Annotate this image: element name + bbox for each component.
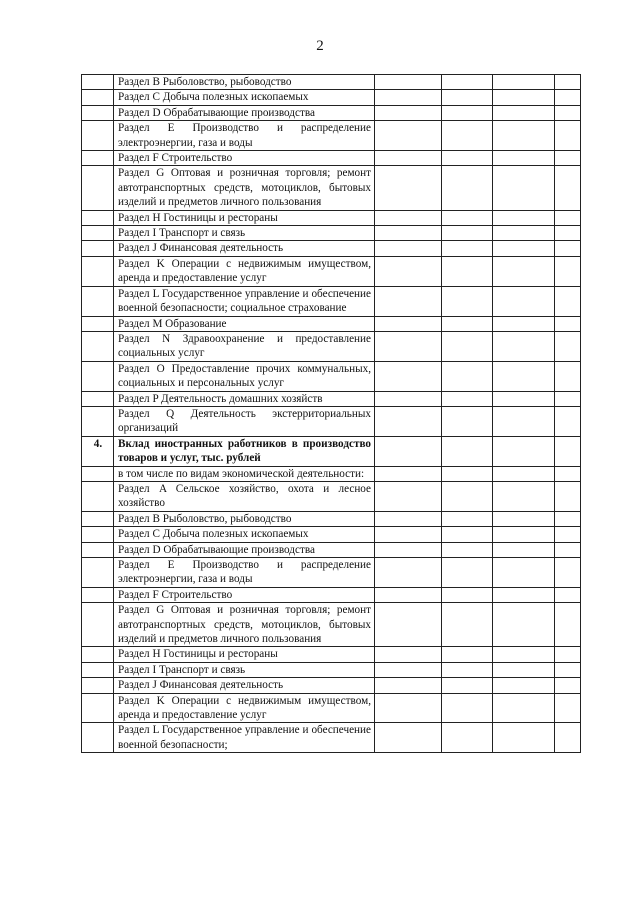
value-cell-4[interactable] (555, 210, 581, 225)
value-cell-1[interactable] (375, 527, 442, 542)
table-row (82, 558, 581, 588)
value-cell-4[interactable] (555, 466, 581, 481)
value-cell-1[interactable] (375, 226, 442, 241)
row-number (82, 90, 114, 105)
table-row (82, 331, 581, 361)
value-cell-3[interactable] (493, 603, 555, 647)
value-cell-3[interactable] (493, 466, 555, 481)
row-number (82, 406, 114, 436)
value-cell-4[interactable] (555, 256, 581, 286)
value-cell-4[interactable] (555, 166, 581, 210)
value-cell-2[interactable] (442, 391, 493, 406)
value-cell-1[interactable] (375, 647, 442, 662)
indicator-description: Вклад иностранных работников в производство товаров и услуг, тыс. рублей (114, 436, 375, 466)
page-number: 2 (316, 38, 324, 54)
value-cell-2[interactable] (442, 210, 493, 225)
row-number (82, 75, 114, 90)
table-row (82, 210, 581, 225)
table-row (82, 151, 581, 166)
row-number (82, 603, 114, 647)
value-cell-2[interactable] (442, 723, 493, 753)
value-cell-4[interactable] (555, 678, 581, 693)
table-row (82, 361, 581, 391)
value-cell-4[interactable] (555, 662, 581, 677)
table-row (82, 678, 581, 693)
indicator-description: Раздел O Предоставление прочих коммунальных, социальных и персональных услуг (114, 361, 375, 391)
value-cell-2[interactable] (442, 603, 493, 647)
value-cell-3[interactable] (493, 226, 555, 241)
value-cell-1[interactable] (375, 481, 442, 511)
indicator-description: Раздел J Финансовая деятельность (114, 678, 375, 693)
indicator-description: Раздел E Производство и распределение электроэнергии, газа и воды (114, 121, 375, 151)
row-number (82, 210, 114, 225)
value-cell-1[interactable] (375, 90, 442, 105)
value-cell-4[interactable] (555, 436, 581, 466)
row-number (82, 678, 114, 693)
value-cell-4[interactable] (555, 587, 581, 602)
row-number (82, 391, 114, 406)
value-cell-1[interactable] (375, 511, 442, 526)
value-cell-1[interactable] (375, 210, 442, 225)
value-cell-3[interactable] (493, 558, 555, 588)
value-cell-3[interactable] (493, 121, 555, 151)
row-number (82, 256, 114, 286)
value-cell-4[interactable] (555, 151, 581, 166)
table-row (82, 693, 581, 723)
row-number (82, 241, 114, 256)
table-row (82, 241, 581, 256)
row-number (82, 166, 114, 210)
table-row (82, 105, 581, 120)
value-cell-3[interactable] (493, 511, 555, 526)
row-number (82, 481, 114, 511)
value-cell-2[interactable] (442, 481, 493, 511)
value-cell-2[interactable] (442, 527, 493, 542)
value-cell-2[interactable] (442, 241, 493, 256)
table-row (82, 286, 581, 316)
value-cell-1[interactable] (375, 151, 442, 166)
value-cell-1[interactable] (375, 316, 442, 331)
table-row (82, 527, 581, 542)
table-row (82, 121, 581, 151)
row-number (82, 662, 114, 677)
value-cell-2[interactable] (442, 166, 493, 210)
value-cell-4[interactable] (555, 105, 581, 120)
indicator-description: Раздел I Транспорт и связь (114, 226, 375, 241)
row-number (82, 466, 114, 481)
indicator-description: Раздел D Обрабатывающие производства (114, 105, 375, 120)
value-cell-2[interactable] (442, 90, 493, 105)
indicator-description: Раздел A Сельское хозяйство, охота и лесное хозяйство (114, 481, 375, 511)
value-cell-4[interactable] (555, 331, 581, 361)
value-cell-3[interactable] (493, 436, 555, 466)
value-cell-3[interactable] (493, 662, 555, 677)
table-row (82, 542, 581, 557)
value-cell-3[interactable] (493, 647, 555, 662)
row-number: 4. (82, 436, 114, 466)
indicator-table (81, 74, 581, 753)
indicator-description: Раздел Q Деятельность экстерриториальных организаций (114, 406, 375, 436)
value-cell-2[interactable] (442, 226, 493, 241)
value-cell-2[interactable] (442, 121, 493, 151)
value-cell-1[interactable] (375, 391, 442, 406)
table-row (82, 647, 581, 662)
value-cell-2[interactable] (442, 75, 493, 90)
row-number (82, 286, 114, 316)
value-cell-2[interactable] (442, 316, 493, 331)
value-cell-1[interactable] (375, 603, 442, 647)
value-cell-3[interactable] (493, 481, 555, 511)
row-number (82, 693, 114, 723)
indicator-description: Раздел I Транспорт и связь (114, 662, 375, 677)
value-cell-4[interactable] (555, 558, 581, 588)
value-cell-1[interactable] (375, 662, 442, 677)
table-row (82, 256, 581, 286)
indicator-description: Раздел K Операции с недвижимым имуществом, аренда и предоставление услуг (114, 693, 375, 723)
value-cell-4[interactable] (555, 90, 581, 105)
value-cell-1[interactable] (375, 542, 442, 557)
table-row (82, 723, 581, 753)
value-cell-2[interactable] (442, 558, 493, 588)
indicator-description: Раздел D Обрабатывающие производства (114, 542, 375, 557)
indicator-description: Раздел J Финансовая деятельность (114, 241, 375, 256)
value-cell-4[interactable] (555, 361, 581, 391)
row-number (82, 105, 114, 120)
indicator-description: Раздел C Добыча полезных ископаемых (114, 527, 375, 542)
row-number (82, 151, 114, 166)
value-cell-4[interactable] (555, 511, 581, 526)
row-number (82, 331, 114, 361)
value-cell-1[interactable] (375, 286, 442, 316)
value-cell-1[interactable] (375, 75, 442, 90)
row-number (82, 511, 114, 526)
table-row (82, 587, 581, 602)
value-cell-4[interactable] (555, 481, 581, 511)
value-cell-4[interactable] (555, 406, 581, 436)
value-cell-3[interactable] (493, 406, 555, 436)
row-number (82, 587, 114, 602)
value-cell-3[interactable] (493, 587, 555, 602)
table-row (82, 662, 581, 677)
row-number (82, 647, 114, 662)
value-cell-4[interactable] (555, 75, 581, 90)
value-cell-3[interactable] (493, 693, 555, 723)
table-row (82, 75, 581, 90)
value-cell-3[interactable] (493, 166, 555, 210)
indicator-description: Раздел B Рыболовство, рыбоводство (114, 511, 375, 526)
value-cell-3[interactable] (493, 527, 555, 542)
value-cell-2[interactable] (442, 511, 493, 526)
value-cell-2[interactable] (442, 436, 493, 466)
value-cell-1[interactable] (375, 723, 442, 753)
value-cell-2[interactable] (442, 286, 493, 316)
value-cell-2[interactable] (442, 105, 493, 120)
row-number (82, 316, 114, 331)
value-cell-1[interactable] (375, 105, 442, 120)
value-cell-1[interactable] (375, 256, 442, 286)
table-row (82, 481, 581, 511)
table-row (82, 603, 581, 647)
value-cell-3[interactable] (493, 678, 555, 693)
table-row (82, 406, 581, 436)
value-cell-1[interactable] (375, 693, 442, 723)
value-cell-4[interactable] (555, 226, 581, 241)
value-cell-1[interactable] (375, 587, 442, 602)
indicator-description: Раздел L Государственное управление и обеспечение военной безопасности; (114, 723, 375, 753)
indicator-description: Раздел M Образование (114, 316, 375, 331)
value-cell-1[interactable] (375, 241, 442, 256)
value-cell-2[interactable] (442, 466, 493, 481)
indicator-description: Раздел F Строительство (114, 587, 375, 602)
value-cell-1[interactable] (375, 361, 442, 391)
value-cell-3[interactable] (493, 542, 555, 557)
indicator-description: Раздел G Оптовая и розничная торговля; ремонт автотранспортных средств, мотоциклов, бытовых изделий и предметов личного пользования (114, 603, 375, 647)
table-row (82, 90, 581, 105)
value-cell-3[interactable] (493, 151, 555, 166)
value-cell-2[interactable] (442, 256, 493, 286)
row-number (82, 558, 114, 588)
value-cell-3[interactable] (493, 241, 555, 256)
indicator-description: Раздел N Здравоохранение и предоставление социальных услуг (114, 331, 375, 361)
table-row (82, 316, 581, 331)
row-number (82, 361, 114, 391)
table-row (82, 511, 581, 526)
value-cell-3[interactable] (493, 316, 555, 331)
value-cell-1[interactable] (375, 121, 442, 151)
row-number (82, 723, 114, 753)
row-number (82, 121, 114, 151)
value-cell-2[interactable] (442, 151, 493, 166)
table-row (82, 391, 581, 406)
value-cell-4[interactable] (555, 647, 581, 662)
value-cell-4[interactable] (555, 121, 581, 151)
value-cell-2[interactable] (442, 647, 493, 662)
indicator-description: Раздел K Операции с недвижимым имуществом, аренда и предоставление услуг (114, 256, 375, 286)
value-cell-4[interactable] (555, 286, 581, 316)
value-cell-4[interactable] (555, 316, 581, 331)
value-cell-2[interactable] (442, 587, 493, 602)
table-row (82, 436, 581, 466)
value-cell-4[interactable] (555, 723, 581, 753)
indicator-description: Раздел H Гостиницы и рестораны (114, 647, 375, 662)
table-row (82, 466, 581, 481)
value-cell-3[interactable] (493, 361, 555, 391)
indicator-description: Раздел L Государственное управление и обеспечение военной безопасности; социальное страхование (114, 286, 375, 316)
value-cell-4[interactable] (555, 241, 581, 256)
value-cell-1[interactable] (375, 558, 442, 588)
value-cell-2[interactable] (442, 361, 493, 391)
value-cell-4[interactable] (555, 603, 581, 647)
value-cell-3[interactable] (493, 90, 555, 105)
indicator-description: Раздел P Деятельность домашних хозяйств (114, 391, 375, 406)
table-body (82, 75, 581, 753)
value-cell-1[interactable] (375, 466, 442, 481)
value-cell-2[interactable] (442, 406, 493, 436)
value-cell-1[interactable] (375, 436, 442, 466)
value-cell-3[interactable] (493, 105, 555, 120)
value-cell-1[interactable] (375, 406, 442, 436)
row-number (82, 226, 114, 241)
value-cell-2[interactable] (442, 678, 493, 693)
value-cell-1[interactable] (375, 166, 442, 210)
indicator-description: в том числе по видам экономической деятельности: (114, 466, 375, 481)
value-cell-4[interactable] (555, 542, 581, 557)
value-cell-1[interactable] (375, 678, 442, 693)
value-cell-2[interactable] (442, 662, 493, 677)
indicator-description: Раздел C Добыча полезных ископаемых (114, 90, 375, 105)
value-cell-3[interactable] (493, 75, 555, 90)
table-row (82, 166, 581, 210)
value-cell-3[interactable] (493, 256, 555, 286)
value-cell-3[interactable] (493, 286, 555, 316)
value-cell-3[interactable] (493, 331, 555, 361)
indicator-description: Раздел F Строительство (114, 151, 375, 166)
value-cell-3[interactable] (493, 210, 555, 225)
row-number (82, 527, 114, 542)
indicator-description: Раздел E Производство и распределение электроэнергии, газа и воды (114, 558, 375, 588)
value-cell-4[interactable] (555, 527, 581, 542)
value-cell-2[interactable] (442, 331, 493, 361)
table-row (82, 226, 581, 241)
value-cell-3[interactable] (493, 723, 555, 753)
value-cell-4[interactable] (555, 391, 581, 406)
value-cell-3[interactable] (493, 391, 555, 406)
value-cell-2[interactable] (442, 542, 493, 557)
indicator-description: Раздел H Гостиницы и рестораны (114, 210, 375, 225)
indicator-description: Раздел B Рыболовство, рыбоводство (114, 75, 375, 90)
value-cell-4[interactable] (555, 693, 581, 723)
row-number (82, 542, 114, 557)
value-cell-1[interactable] (375, 331, 442, 361)
value-cell-2[interactable] (442, 693, 493, 723)
indicator-description: Раздел G Оптовая и розничная торговля; ремонт автотранспортных средств, мотоциклов, бытовых изделий и предметов личного пользования (114, 166, 375, 210)
